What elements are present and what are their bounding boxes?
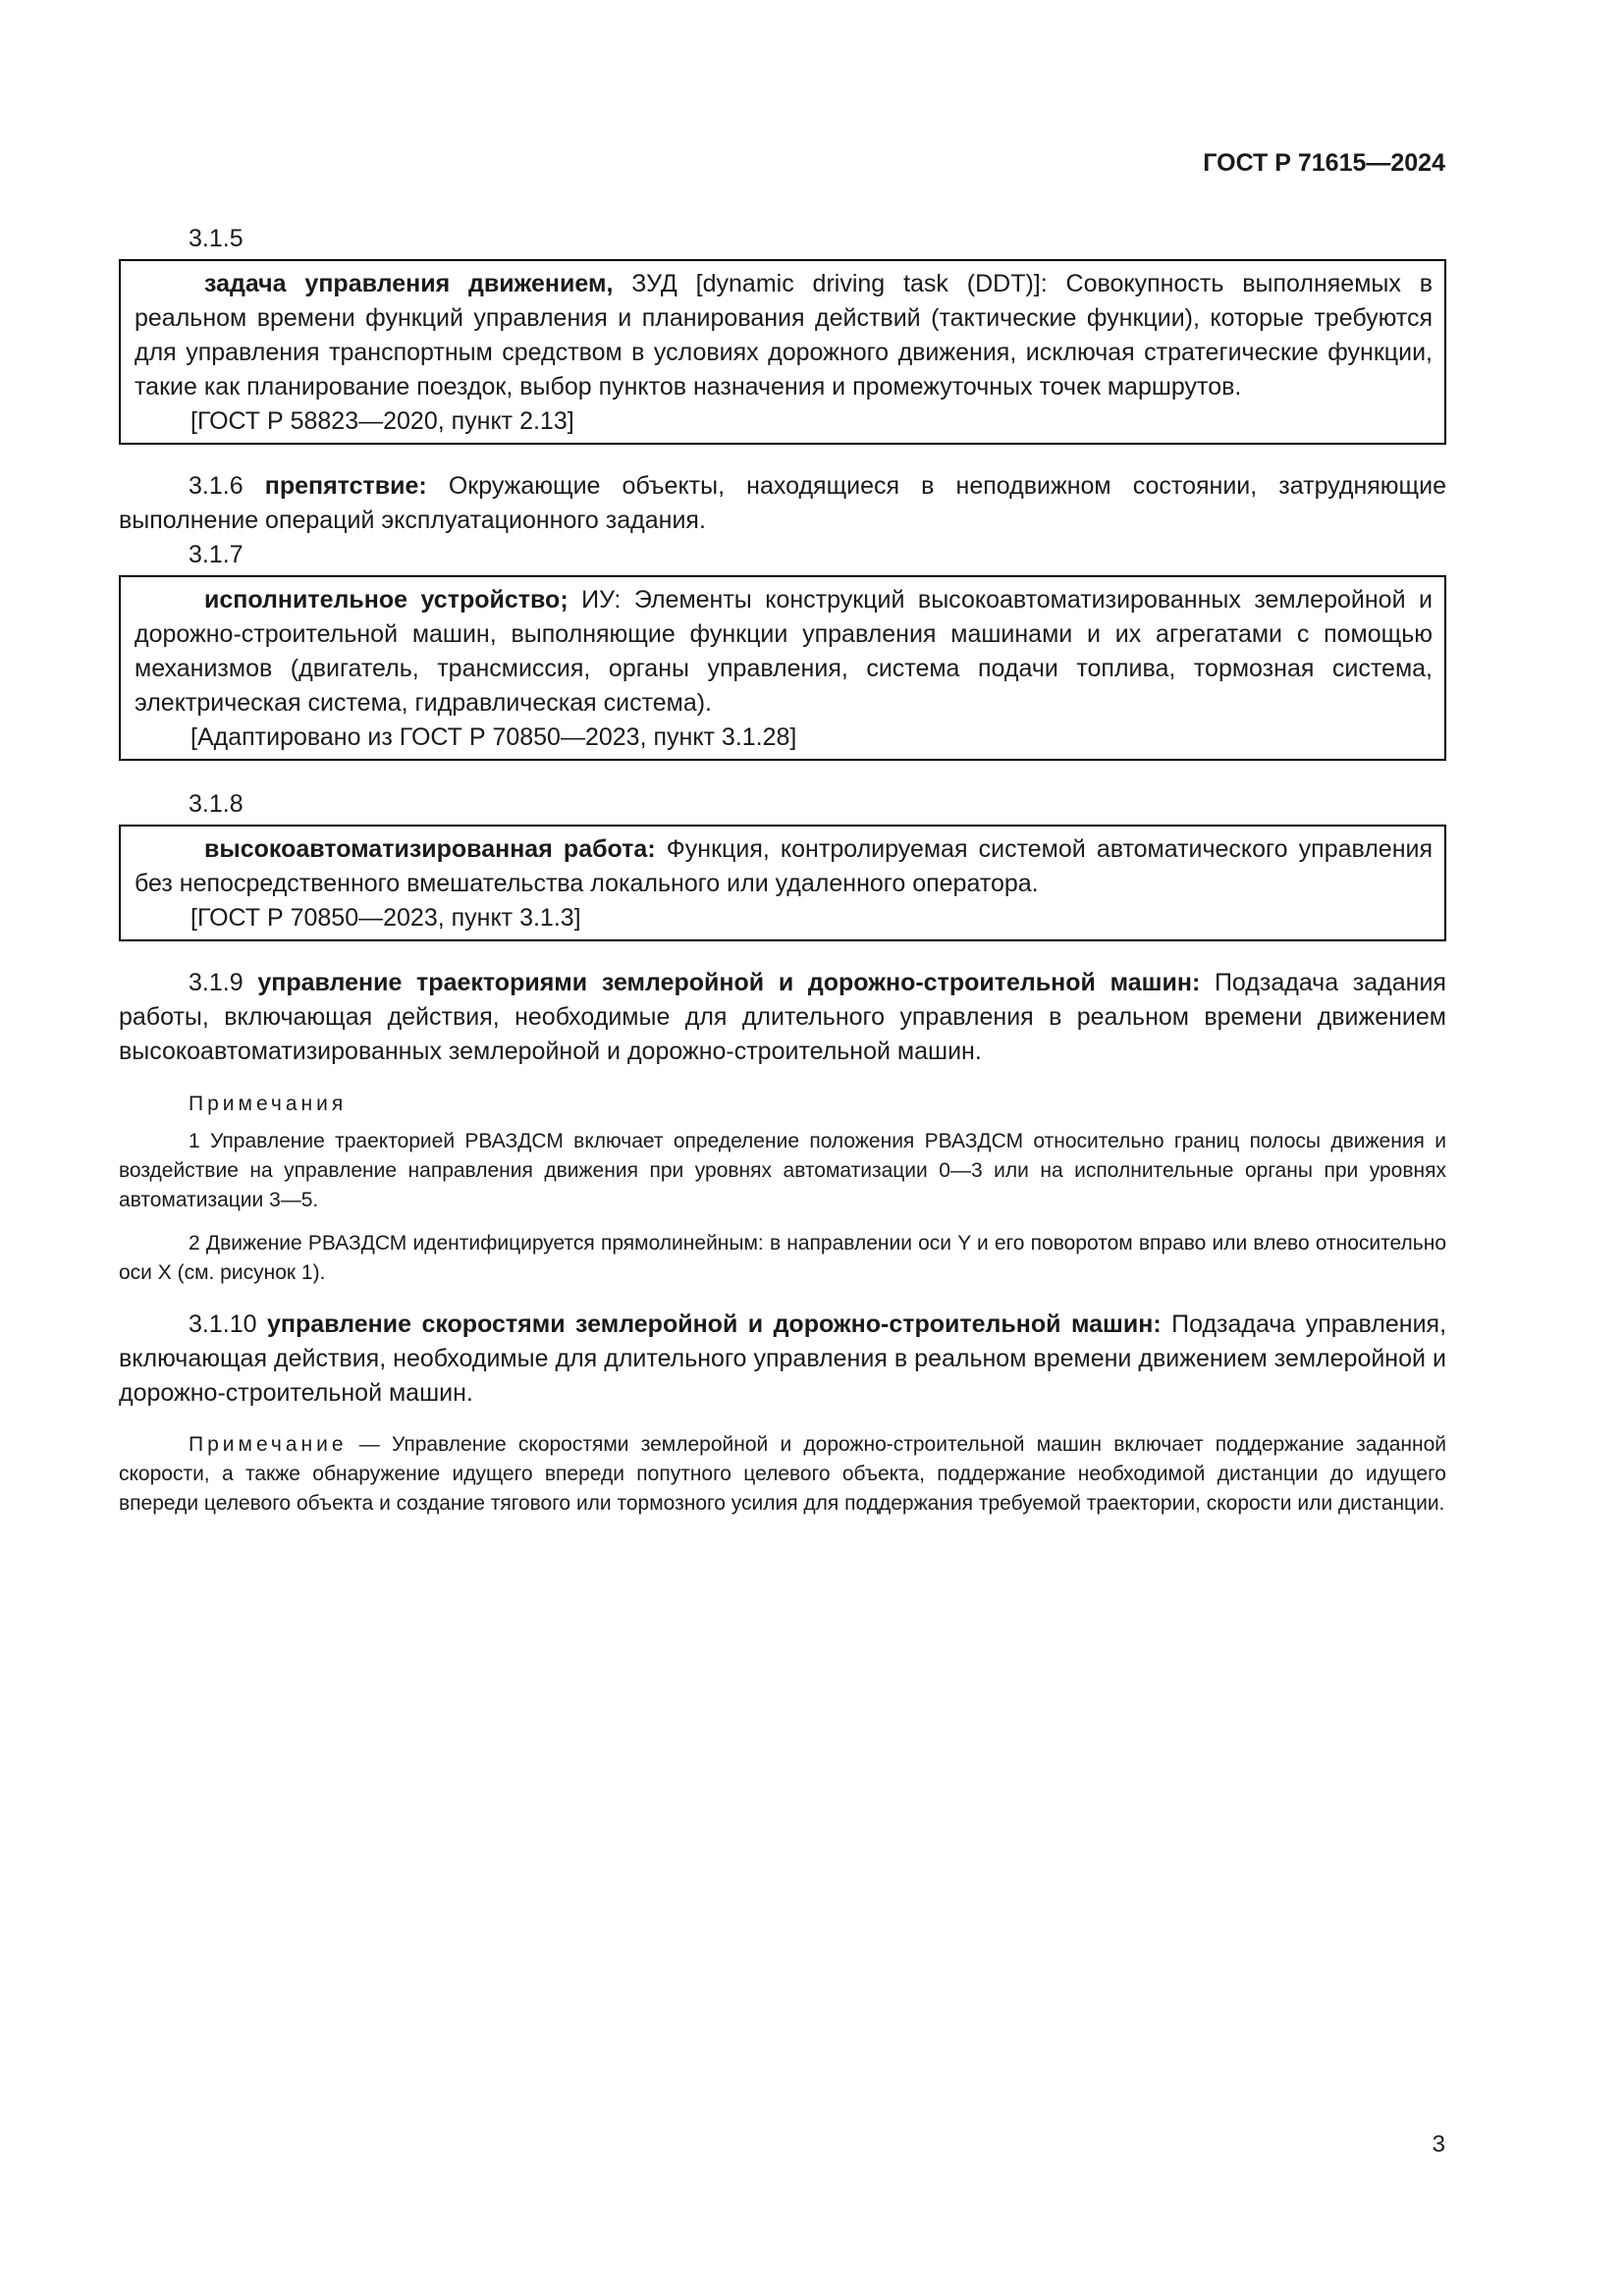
term-3-1-8: высокоавтоматизированная работа:: [204, 835, 656, 863]
source-3-1-8: [ГОСТ Р 70850—2023, пункт 3.1.3]: [190, 904, 581, 932]
definition-text-3-1-5: ЗУД [dynamic driving task (DDT)]: Совокупность выполняемых в реальном времени функций управления и планирования действий (тактические функции), которые требуются для управления транспортным средством в условиях дорожного движения, исключая стратегические функции, такие как планирование поездок, выбор пунктов назначения и промежуточных точек маршрутов.: [135, 270, 1434, 400]
term-3-1-7: исполнительное устройство;: [204, 586, 568, 614]
page-number: 3: [1432, 2131, 1445, 2158]
definition-3-1-10: [119, 1308, 1446, 1411]
note-text-3-1-10: — Управление скоростями землеройной и дорожно-строительной машин включает поддержание заданной скорости, а также обнаружение идущего впереди попутного целевого объекта, поддержание необходимой дистанции до идущего впереди целевого объекта и создание тягового или тормозного усилия для поддержания требуемой траектории, скорости или дистанции.: [119, 1433, 1446, 1515]
definition-3-1-7: [135, 583, 1433, 721]
definition-box-3-1-5: [119, 259, 1446, 445]
note-2-3-1-9: 2 Движение РВАЗДСМ идентифицируется прямолинейным: в направлении оси Y и его поворотом вправо или влево относительно оси X (см. рисунок 1).: [119, 1232, 1446, 1284]
definition-box-3-1-7: [119, 575, 1446, 761]
section-3-1-10-number: 3.1.10: [189, 1310, 267, 1338]
term-3-1-5: задача управления движением,: [204, 270, 614, 297]
definition-text-3-1-10: Подзадача управления, включающая действия, необходимые для длительного управления в реальном времени движением землеройной и дорожно-строительной машин.: [119, 1310, 1447, 1407]
section-3-1-9-number: 3.1.9: [189, 969, 258, 996]
term-3-1-10: управление скоростями землеройной и дорожно-строительной машин:: [266, 1310, 1162, 1338]
section-3-1-5-number: 3.1.5: [189, 225, 244, 252]
document-body: [119, 222, 1446, 1519]
definition-3-1-6: [119, 469, 1446, 538]
source-3-1-7: [Адаптировано из ГОСТ Р 70850—2023, пункт 3.1.28]: [190, 723, 797, 751]
term-3-1-6: препятствие:: [264, 472, 427, 500]
note-1-3-1-9: 1 Управление траекторией РВАЗДСМ включает определение положения РВАЗДСМ относительно границ полосы движения и воздействие на управление направления движения при уровнях автоматизации 0—3 или на исполнительные органы при уровнях автоматизации 3—5.: [119, 1130, 1446, 1211]
definition-text-3-1-9: Подзадача задания работы, включающая действия, необходимые для длительного управления в реальном времени движением высокоавтоматизированных землеройной и дорожно-строительной машин.: [119, 969, 1446, 1065]
note-3-1-10: [119, 1430, 1446, 1519]
section-3-1-8-number: 3.1.8: [189, 790, 244, 818]
note-label-3-1-10: Примечание: [189, 1433, 348, 1456]
definition-text-3-1-8: Функция, контролируемая системой автоматического управления без непосредственного вмешательства локального или удаленного оператора.: [135, 835, 1434, 897]
section-3-1-7-number: 3.1.7: [189, 541, 244, 568]
definition-box-3-1-8: [119, 825, 1446, 941]
source-3-1-5: [ГОСТ Р 58823—2020, пункт 2.13]: [190, 407, 574, 435]
definition-3-1-8: [135, 832, 1433, 901]
term-3-1-9: управление траекториями землеройной и дорожно-строительной машин:: [257, 969, 1201, 996]
standard-code-header: ГОСТ Р 71615—2024: [1203, 149, 1445, 177]
definition-3-1-9: [119, 966, 1446, 1069]
definition-3-1-5: [135, 267, 1433, 404]
definition-text-3-1-7: ИУ: Элементы конструкций высокоавтоматизированных землеройной и дорожно-строительной машин, выполняющие функции управления машинами и их агрегатами с помощью механизмов (двигатель, трансмиссия, органы управления, система подачи топлива, тормозная система, электрическая система, гидравлическая система).: [135, 586, 1433, 717]
section-3-1-6-number: 3.1.6: [189, 472, 265, 500]
notes-title-3-1-9: Примечания: [189, 1093, 348, 1115]
definition-text-3-1-6: Окружающие объекты, находящиеся в неподвижном состоянии, затрудняющие выполнение операций эксплуатационного задания.: [119, 472, 1446, 534]
